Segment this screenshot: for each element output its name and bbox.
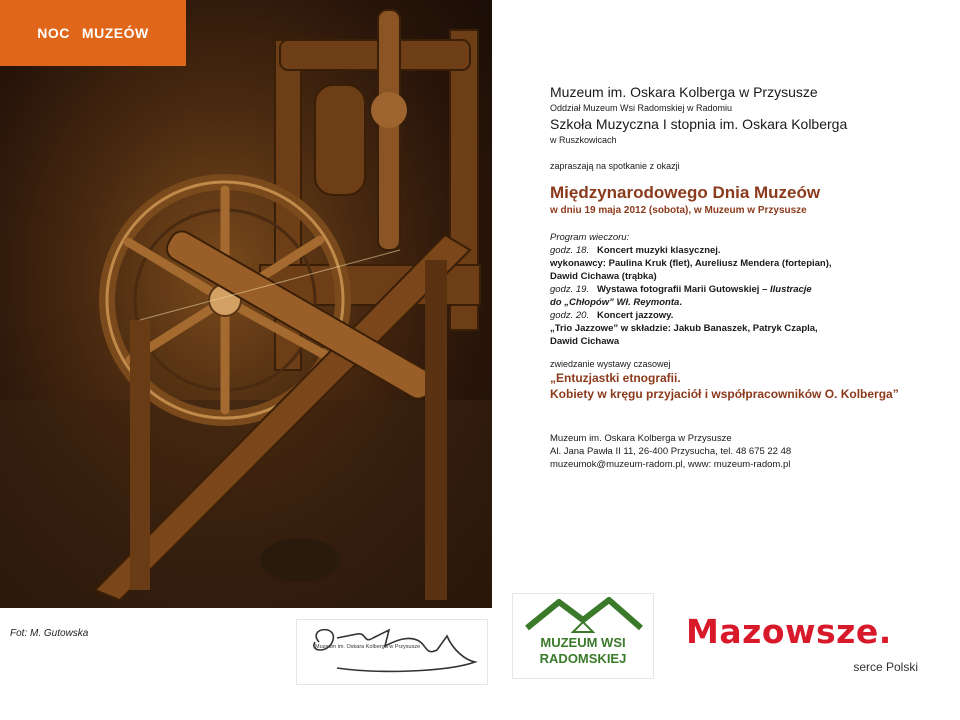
- mazowsze-logo: [686, 612, 936, 682]
- contact-name: Muzeum im. Oskara Kolberga w Przysusze: [550, 433, 732, 444]
- invite-text: zapraszają na spotkanie z okazji: [550, 161, 680, 171]
- exhibition-title-line1: „Entuzjastki etnografii.: [550, 371, 681, 385]
- program-performers-20a: „Trio Jazzowe” w składzie: Jakub Banaszek, Patryk Czapla,: [550, 323, 818, 334]
- program-title-19-ital2: do „Chłopów” Wł. Reymonta: [550, 297, 680, 308]
- program-title-19-end: .: [679, 297, 682, 308]
- organizer1-name: Muzeum im. Oskara Kolberga w Przysusze: [550, 84, 818, 100]
- mazowsze-wordmark: Mazowsze.: [686, 612, 892, 651]
- signature-caption: Muzeum im. Oskara Kolberga w Przysusze: [315, 644, 421, 650]
- program-title-20: Koncert jazzowy.: [597, 310, 674, 321]
- event-date: w dniu 19 maja 2012 (sobota), w Muzeum w Przysusze: [550, 205, 807, 216]
- program-time-20: godz. 20.: [550, 310, 590, 321]
- contact-web: muzeumok@muzeum-radom.pl, www: muzeum-radom.pl: [550, 459, 791, 470]
- organizer1-sub: Oddział Muzeum Wsi Radomskiej w Radomiu: [550, 103, 733, 113]
- mwr-line1: MUZEUM WSI: [540, 635, 626, 650]
- mwr-line2: RADOMSKIEJ: [539, 651, 627, 666]
- contact-block: [550, 432, 950, 471]
- program-title-18: Koncert muzyki klasycznej.: [597, 245, 721, 256]
- program-performers-18a: wykonawcy: Paulina Kruk (flet), Aureliusz Mendera (fortepian),: [550, 258, 832, 269]
- program-time-18: godz. 18.: [550, 245, 590, 256]
- program: [550, 231, 950, 348]
- organizer2-name: Szkoła Muzyczna I stopnia im. Oskara Kolberga: [550, 116, 848, 132]
- badge-word-noc: NOC: [37, 25, 70, 41]
- muzeum-wsi-radomskiej-logo: [512, 593, 654, 679]
- invitation-text: [550, 82, 950, 471]
- spinning-wheel-photo: [0, 0, 492, 608]
- exhibition-title-line2: Kobiety w kręgu przyjaciół i współpracowników O. Kolberga”: [550, 387, 899, 401]
- program-heading: Program wieczoru:: [550, 232, 630, 243]
- kolberg-signature-logo: [296, 619, 488, 685]
- exhibition-intro: zwiedzanie wystawy czasowej: [550, 359, 671, 369]
- program-performers-20b: Dawid Cichawa: [550, 336, 620, 347]
- program-time-19: godz. 19.: [550, 284, 590, 295]
- contact-address: Al. Jana Pawła II 11, 26-400 Przysucha, tel. 48 675 22 48: [550, 446, 792, 457]
- program-title-19: Wystawa fotografii Marii Gutowskiej –: [597, 284, 770, 295]
- noc-muzeow-badge: [0, 0, 186, 66]
- badge-word-muzeow: MUZEÓW: [81, 25, 149, 41]
- organizer2-sub: w Ruszkowicach: [550, 135, 617, 145]
- program-title-19-ital1: Ilustracje: [770, 284, 812, 295]
- mazowsze-tagline: serce Polski: [853, 660, 918, 674]
- program-performers-18b: Dawid Cichawa (trąbka): [550, 271, 657, 282]
- event-title: Międzynarodowego Dnia Muzeów: [550, 183, 821, 202]
- photo-credit: Fot: M. Gutowska: [10, 628, 89, 639]
